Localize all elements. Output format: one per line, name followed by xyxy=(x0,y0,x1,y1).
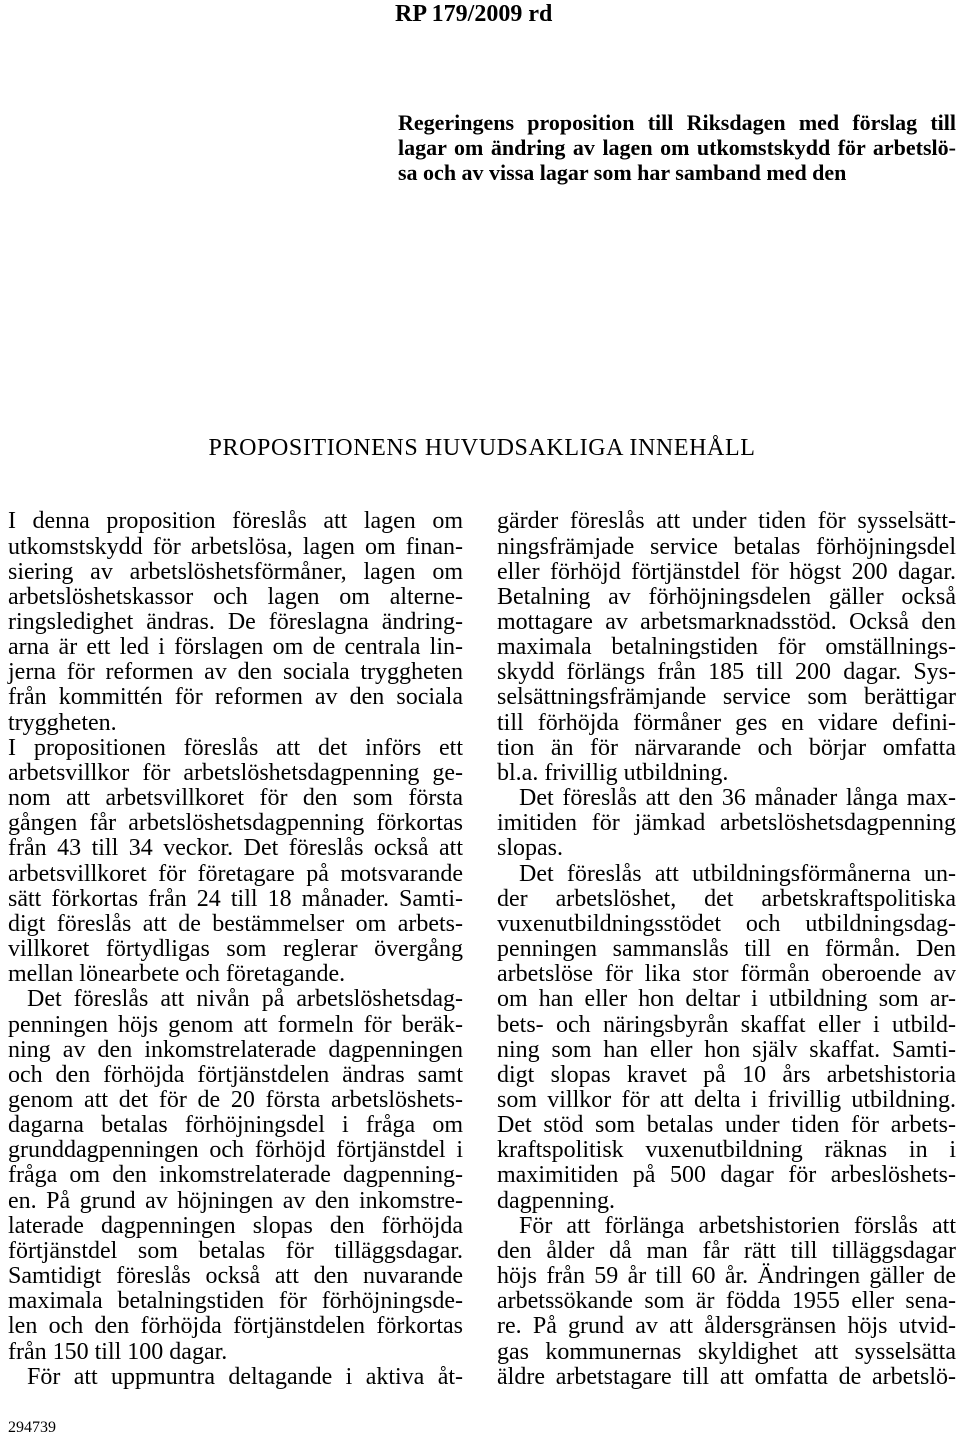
body-line: mellan lönearbete och företagande. xyxy=(8,961,346,988)
body-line: arna är ett led i förslagen om de centrala lin- xyxy=(8,634,463,661)
body-line: För att uppmuntra deltagande i aktiva åt- xyxy=(27,1363,463,1390)
body-line: och den förhöjda förtjänstdelen ändras samt xyxy=(8,1061,463,1088)
body-line: dagpenning. xyxy=(497,1187,615,1214)
body-line: som villkor för att delta i frivillig utbildning. xyxy=(497,1086,956,1113)
body-line: Det föreslås att den 36 månader långa max- xyxy=(519,785,956,812)
body-line: jerna för reformen av den sociala tryggheten xyxy=(8,659,463,686)
body-line: maximala betalningstiden för förhöjningsde- xyxy=(8,1288,463,1315)
body-line: re. På grund av att åldersgränsen höjs utvid- xyxy=(497,1313,956,1340)
body-line: ningsfrämjade service betalas förhöjningsdel xyxy=(497,533,956,560)
body-line: äldre arbetstagare till att omfatta de arbetslö- xyxy=(497,1363,956,1390)
body-line: Det stöd som betalas under tiden för arbets- xyxy=(497,1112,956,1139)
body-line: skydd förlängs från 185 till 200 dagar. Sys- xyxy=(497,659,956,686)
document-title xyxy=(398,110,956,185)
body-line: den ålder då man får rätt till tilläggsdagar xyxy=(497,1237,956,1264)
body-line: gas kommunernas skyldighet att sysselsätta xyxy=(497,1338,956,1365)
body-line: tryggheten. xyxy=(8,709,117,736)
body-line: len och den förhöjda förtjänstdelen förkortas xyxy=(8,1313,463,1340)
body-line: digt föreslås att de bestämmelser om arbets- xyxy=(8,910,463,937)
body-line: gärder föreslås att under tiden för sysselsätt- xyxy=(497,508,956,535)
body-line: selsättningsfrämjande service som berättigar xyxy=(497,684,956,711)
body-line: arbetslöse för lika stor förmån oberoende av xyxy=(497,961,956,988)
body-line: slopas. xyxy=(497,835,563,862)
body-line: höjs från 59 år till 60 år. Ändringen gäller de xyxy=(497,1263,956,1290)
body-line: maximitiden på 500 dagar för arbeslöshets- xyxy=(497,1162,956,1189)
body-line: I denna proposition föreslås att lagen om xyxy=(8,508,463,535)
body-line: bl.a. frivillig utbildning. xyxy=(497,759,729,786)
body-line: I propositionen föreslås att det införs ett xyxy=(8,734,463,761)
body-line: arbetslöshetskassor och lagen om alterne- xyxy=(8,583,463,610)
body-line: gången får arbetslöshetsdagpenning förkortas xyxy=(8,810,463,837)
body-line: maximala betalningstiden för omställnings- xyxy=(497,634,956,661)
body-line: Samtidigt föreslås också att den nuvarande xyxy=(8,1263,463,1290)
body-line: penningen höjs genom att formeln för beräk- xyxy=(8,1011,463,1038)
title-line: sa och av vissa lagar som har samband med den xyxy=(398,160,847,185)
body-line: Betalning av förhöjningsdelen gäller också xyxy=(497,583,956,610)
document-id: RP 179/2009 rd xyxy=(395,1,553,27)
body-line: Det föreslås att utbildningsförmånerna un- xyxy=(519,860,956,887)
body-line: tion än för närvarande och börjar omfatta xyxy=(497,734,956,761)
body-line: kraftspolitisk vuxenutbildning räknas in i xyxy=(497,1137,956,1164)
body-line: För att förlänga arbetshistorien förslås att xyxy=(519,1212,956,1239)
body-line: från 150 till 100 dagar. xyxy=(8,1338,228,1365)
body-line: ringsledighet ändras. De föreslagna ändring- xyxy=(8,609,463,636)
page-code: 294739 xyxy=(8,1419,56,1436)
left-column xyxy=(8,509,463,1389)
section-heading: PROPOSITIONENS HUVUDSAKLIGA INNEHÅLL xyxy=(208,435,756,461)
body-line: Det föreslås att nivån på arbetslöshetsdag- xyxy=(27,986,463,1013)
body-line: arbetsvillkoret för företagare på motsvarande xyxy=(8,860,463,887)
body-line: imitiden för jämkad arbetslöshetsdagpenning xyxy=(497,810,956,837)
body-line: från 43 till 34 veckor. Det föreslås också att xyxy=(8,835,463,862)
body-line: förtjänstdel som betalas för tilläggsdagar. xyxy=(8,1237,463,1264)
body-line: der arbetslöshet, det arbetskraftspolitiska xyxy=(497,885,956,912)
body-line: penningen sammanslås till en förmån. Den xyxy=(497,936,956,963)
body-line: digt slopas kravet på 10 års arbetshistoria xyxy=(497,1061,956,1088)
body-line: bets- och näringsbyrån skaffat eller i utbild- xyxy=(497,1011,956,1038)
body-line: siering av arbetslöshetsförmåner, lagen om xyxy=(8,558,463,585)
body-line: vuxenutbildningsstödet och utbildningsdag- xyxy=(497,910,956,937)
right-column xyxy=(497,509,956,1389)
title-line: lagar om ändring av lagen om utkomstskydd för arbetslö- xyxy=(398,135,956,160)
body-line: till förhöjda förmåner ges en vidare defini- xyxy=(497,709,956,736)
body-line: fråga om den inkomstrelaterade dagpenning- xyxy=(8,1162,463,1189)
body-line: en. På grund av höjningen av den inkomstre- xyxy=(8,1187,463,1214)
body-line: laterade dagpenningen slopas den förhöjda xyxy=(8,1212,463,1239)
body-line: grunddagpenningen och förhöjd förtjänstdel i xyxy=(8,1137,463,1164)
body-line: eller förhöjd förtjänstdel för högst 200 dagar. xyxy=(497,558,956,585)
body-line: ning som han eller hon själv skaffat. Samti- xyxy=(497,1036,956,1063)
body-line: dagarna betalas förhöjningsdel i fråga om xyxy=(8,1112,463,1139)
body-line: genom att det för de 20 första arbetslöshets- xyxy=(8,1086,463,1113)
body-line: nom att arbetsvillkoret för den som första xyxy=(8,785,463,812)
body-line: arbetssökande som är födda 1955 eller sena- xyxy=(497,1288,956,1315)
body-line: ning av den inkomstrelaterade dagpenningen xyxy=(8,1036,463,1063)
body-line: utkomstskydd för arbetslösa, lagen om finan- xyxy=(8,533,463,560)
body-line: villkoret förtydligas som reglerar övergång xyxy=(8,936,463,963)
body-line: sätt förkortas från 24 till 18 månader. Samti- xyxy=(8,885,463,912)
body-line: mottagare av arbetsmarknadsstöd. Också den xyxy=(497,609,956,636)
body-line: arbetsvillkor för arbetslöshetsdagpenning ge- xyxy=(8,759,463,786)
title-line: Regeringens proposition till Riksdagen med förslag till xyxy=(398,110,956,135)
body-line: från kommittén för reformen av den sociala xyxy=(8,684,463,711)
body-line: om han eller hon deltar i utbildning som ar- xyxy=(497,986,956,1013)
